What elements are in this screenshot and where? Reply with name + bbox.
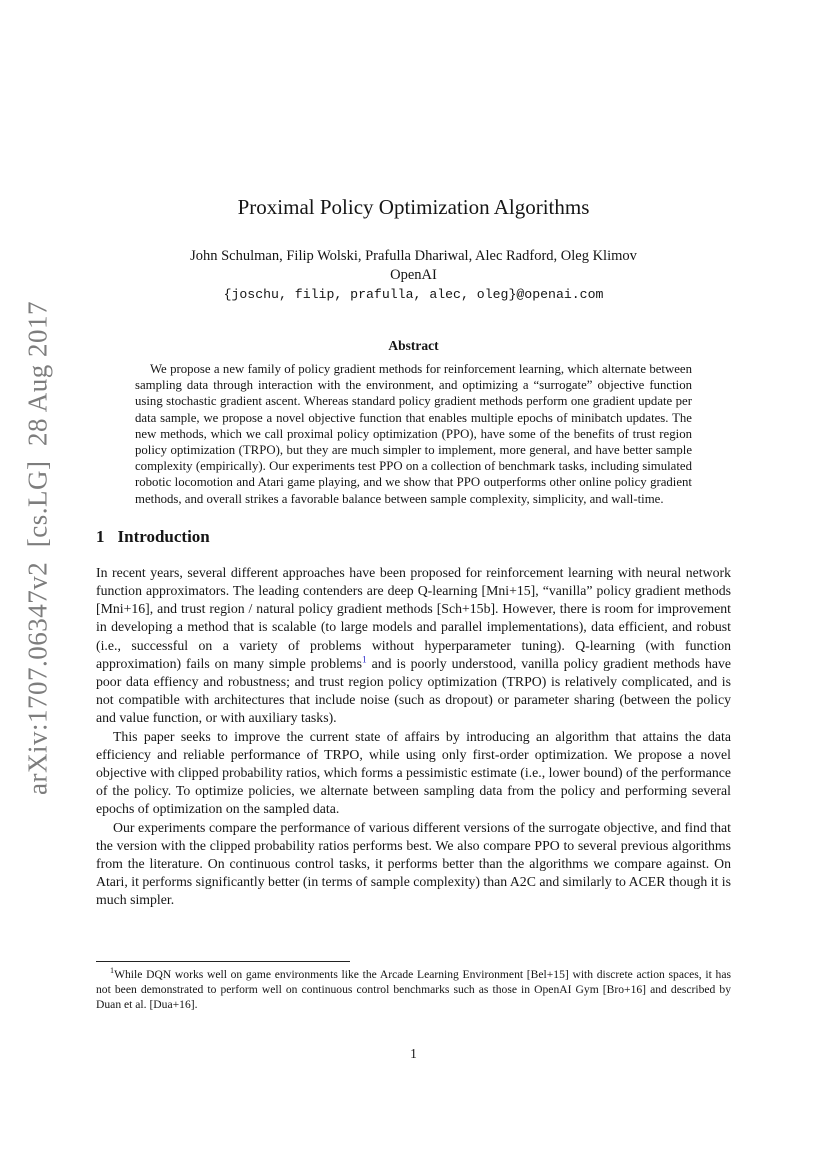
email-line: {joschu, filip, prafulla, alec, oleg}@openai.com <box>223 287 604 302</box>
author-line: John Schulman, Filip Wolski, Prafulla Dhariwal, Alec Radford, Oleg Klimov <box>190 248 637 264</box>
section-title: Introduction <box>117 526 210 546</box>
affiliation-line: OpenAI <box>390 267 437 283</box>
intro-paragraph-2: This paper seeks to improve the current state of affairs by introducing an algorithm that attains the data efficiency and reliable performance of TRPO, while using only first-order optimization. We propose a novel objective with clipped probability ratios, which forms a pessimistic estimate (i.e., lower bound) of the performance of the policy. To optimize policies, we alternate between sampling data from the policy and performing several epochs of optimization on the sampled data. <box>96 728 731 817</box>
footnote-1 <box>96 967 731 1012</box>
intro-paragraph-1-text-before: In recent years, several different approaches have been proposed for reinforcement learning with neural network function approximators. The leading contenders are deep Q-learning [Mni+15], “vanilla” policy gradient methods [Mni+16], and trust region / natural policy gradient methods [Sch+15b]. However, there is room for improvement in developing a method that is scalable (to large models and parallel implementations), data efficient, and robust (i.e., successful on a variety of problems without hyperparameter tuning). Q-learning (with function approximation) fails on many simple problems <box>96 564 731 671</box>
section-number: 1 <box>96 526 105 546</box>
abstract-text: We propose a new family of policy gradient methods for reinforcement learning, which alternate between sampling data through interaction with the environment, and optimizing a “surrogate” objective function using stochastic gradient ascent. Whereas standard policy gradient methods perform one gradient update per data sample, we propose a novel objective function that enables multiple epochs of minibatch updates. The new methods, which we call proximal policy optimization (PPO), have some of the benefits of trust region policy optimization (TRPO), but they are much simpler to implement, more general, and have better sample complexity (empirically). Our experiments test PPO on a collection of benchmark tasks, including simulated robotic locomotion and Atari game playing, and we show that PPO outperforms other online policy gradient methods, and overall strikes a favorable balance between sample complexity, simplicity, and wall-time. <box>135 362 692 506</box>
intro-paragraph-1 <box>96 564 731 728</box>
footnote-ref-link-1[interactable]: 1 <box>362 655 367 666</box>
footnote-area <box>96 961 731 1012</box>
footnote-rule <box>96 961 350 962</box>
intro-paragraph-3: Our experiments compare the performance of various different versions of the surrogate objective, and find that the version with the clipped probability ratios performs best. We also compare PPO to several previous algorithms from the literature. On continuous control tasks, it performs better than the algorithms we compare against. On Atari, it performs significantly better (in terms of sample complexity) than A2C and similarly to ACER though it is much simpler. <box>96 819 731 908</box>
paper-title: Proximal Policy Optimization Algorithms <box>237 195 590 219</box>
arxiv-sidebar-stamp: arXiv:1707.06347v2 [cs.LG] 28 Aug 2017 <box>22 301 53 795</box>
page-number: 1 <box>410 1046 417 1061</box>
footnote-1-marker: 1 <box>110 966 115 976</box>
abstract-heading: Abstract <box>388 338 439 353</box>
footnote-1-text: While DQN works well on game environments like the Arcade Learning Environment [Bel+15] with discrete action spaces, it has not been demonstrated to perform well on continuous control benchmarks such as those in OpenAI Gym [Bro+16] and described by Duan et al. [Dua+16]. <box>96 968 731 1011</box>
intro-paragraph-1-text-after: and is poorly understood, vanilla policy gradient methods have poor data effiency and robustness; and trust region policy optimization (TRPO) is relatively complicated, and is not compatible with architectures that include noise (such as dropout) or parameter sharing (between the policy and value function, or with auxiliary tasks). <box>96 655 731 726</box>
section-heading-introduction <box>96 526 827 548</box>
